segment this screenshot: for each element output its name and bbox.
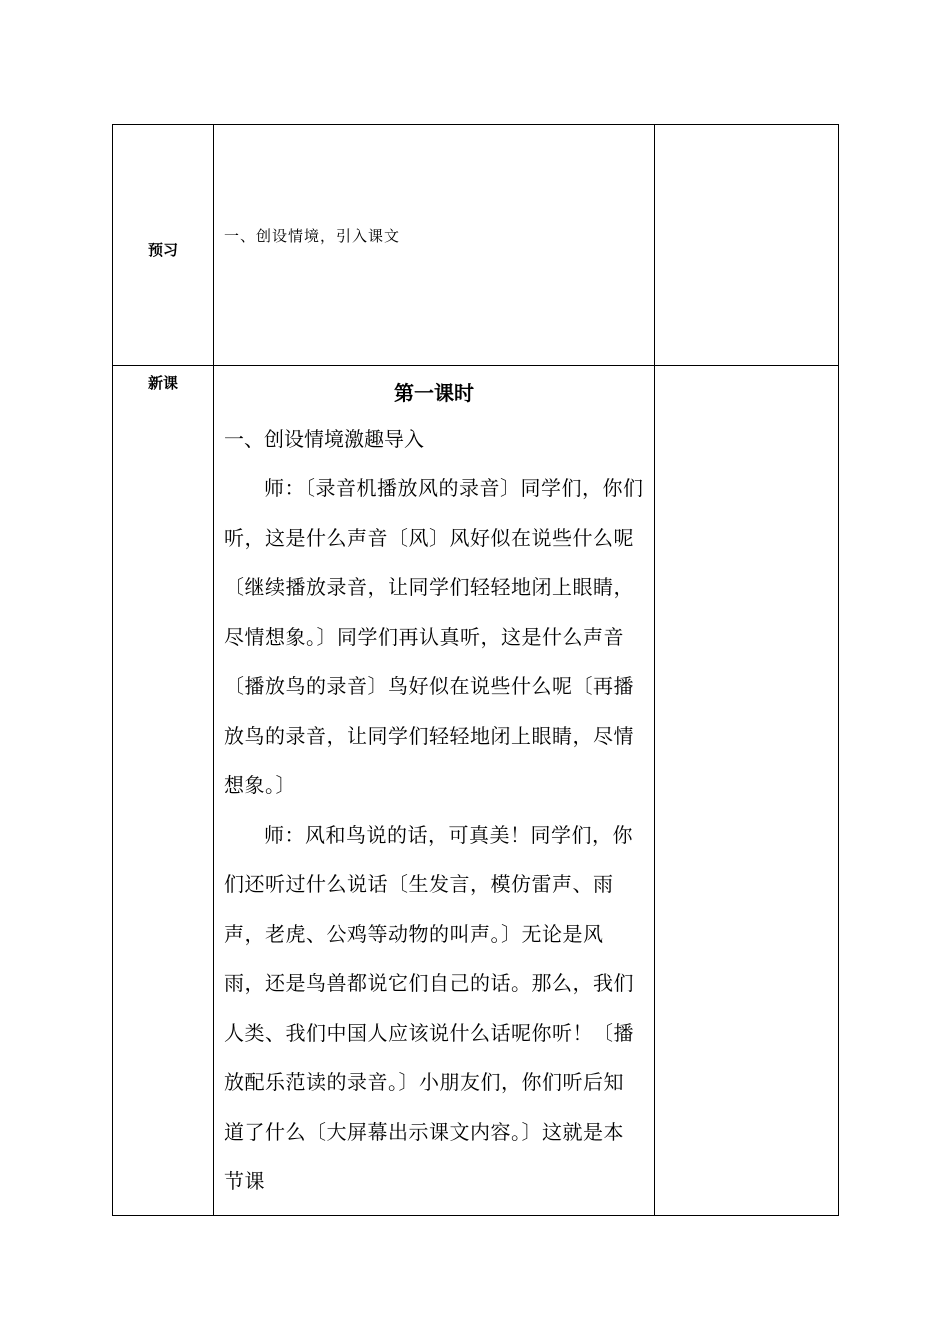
paragraph-1: 师：〔录音机播放风的录音〕同学们，你们听，这是什么声音〔风〕风好似在说些什么呢〔继续播放录音，让同学们轻轻地闭上眼睛，尽情想象。〕同学们再认真听，这是什么声音〔播放鸟的录音〕鸟好似在说些什么呢〔再播放鸟的录音，让同学们轻轻地闭上眼睛，尽情想象。〕 xyxy=(224,476,644,797)
preview-notes-cell xyxy=(655,125,839,366)
preview-row xyxy=(113,125,839,366)
preview-content-cell xyxy=(214,125,655,366)
new-lesson-label-cell xyxy=(113,366,214,1216)
new-lesson-label: 新课 xyxy=(147,374,178,392)
paragraph-2: 师：风和鸟说的话，可真美！同学们，你们还听过什么说话〔生发言，模仿雷声、雨声，老虎、公鸡等动物的叫声。〕无论是风雨，还是鸟兽都说它们自己的话。那么，我们人类、我们中国人应该说什么话呢你听！〔播放配乐范读的录音。〕小朋友们，你们听后知道了什么〔大屏幕出示课文内容。〕这就是本节课 xyxy=(224,822,634,1193)
preview-content: 一、创设情境，引入课文 xyxy=(224,227,401,245)
new-lesson-content-cell xyxy=(214,366,655,1216)
preview-label: 预习 xyxy=(147,241,178,259)
new-lesson-row xyxy=(113,366,839,1216)
section-heading: 一、创设情境激趣导入 xyxy=(224,427,424,451)
new-lesson-notes-cell xyxy=(655,366,839,1216)
lesson-title: 第一课时 xyxy=(394,381,474,405)
preview-label-cell xyxy=(113,125,214,366)
lesson-plan-table xyxy=(112,124,839,1216)
